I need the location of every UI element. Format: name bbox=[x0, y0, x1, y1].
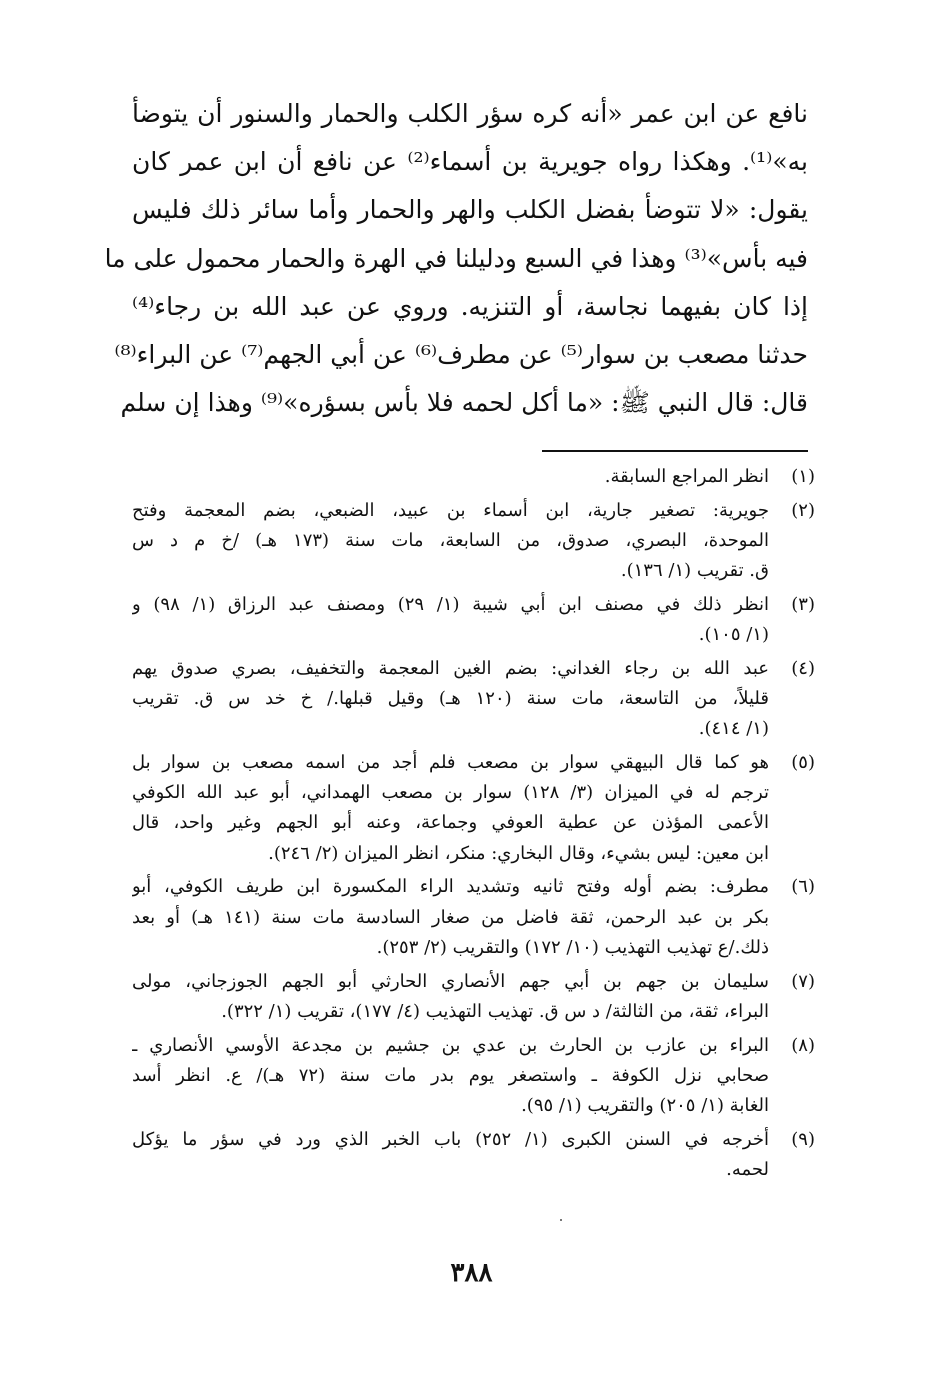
footnote-2 bbox=[132, 496, 815, 587]
footnote-line: البراء بن عازب بن الحارث بن عدي بن جشيم بن مجدعة الأوسي الأنصاري ـ bbox=[132, 1034, 769, 1056]
footnote-line: انظر المراجع السابقة. bbox=[604, 466, 769, 487]
main-text-block bbox=[104, 90, 808, 427]
footnote-number: (٣) bbox=[791, 593, 815, 615]
footnote-line: ق. تقريب (١/ ١٣٦). bbox=[620, 560, 769, 582]
footnote-line: (١/ ٤١٤). bbox=[698, 718, 769, 740]
footnote-body bbox=[132, 967, 769, 1027]
footnotes-section bbox=[132, 462, 815, 1189]
footnote-line: لحمه. bbox=[726, 1158, 769, 1180]
footnote-line: سليمان بن جهم بن أبي جهم الأنصاري الحارثي أبو الجهم الجوزجاني، مولى bbox=[132, 970, 769, 992]
footnote-number: (٧) bbox=[791, 970, 815, 992]
footnote-7 bbox=[132, 967, 815, 1027]
footnote-body bbox=[132, 1125, 769, 1185]
footnote-4 bbox=[132, 654, 815, 745]
footnote-9 bbox=[132, 1125, 815, 1185]
footnote-number: (٦) bbox=[791, 876, 815, 898]
footnote-body bbox=[132, 590, 769, 650]
main-text-line: به»⁽¹⁾. وهكذا رواه جويرية بن أسماء⁽²⁾ عن نافع أن ابن عمر كان bbox=[132, 147, 808, 177]
footnote-5 bbox=[132, 748, 815, 869]
footnote-body bbox=[132, 748, 769, 869]
footnote-line: الأعمى المؤذن عن عطية العوفي وجماعة، وعنه أبو الجهم وغير واحد، قال bbox=[132, 812, 769, 834]
footnote-line: البراء، ثقة، من الثالثة/ د س ق. تهذيب التهذيب (٤/ ١٧٧)، تقريب (١/ ٣٢٢). bbox=[221, 1000, 769, 1022]
footnote-line: بكر بن عبد الرحمن، ثقة فاضل من صغار السادسة مات سنة (١٤١ هـ) أو بعد bbox=[132, 906, 769, 928]
footnote-line: الموحدة، البصري، صدوق، من السابعة، مات سنة (١٧٣ هـ) /خ م د س bbox=[132, 529, 769, 551]
main-text-line: فيه بأس»⁽³⁾ وهذا في السبع ودليلنا في الهرة والحمار محمول على ما bbox=[104, 243, 808, 273]
main-text-line: حدثنا مصعب بن سوار⁽⁵⁾ عن مطرف⁽⁶⁾ عن أبي الجهم⁽⁷⁾ عن البراء⁽⁸⁾ bbox=[114, 339, 808, 369]
footnote-line: ذلك./ع تهذيب التهذيب (١٠/ ١٧٢) والتقريب (٢/ ٢٥٣). bbox=[376, 936, 769, 958]
footnote-3 bbox=[132, 590, 815, 650]
footnote-line: جويرية: تصغير جارية، ابن أسماء بن عبيد، الضبعي، بضم المعجمة وفتح bbox=[132, 499, 769, 521]
footnote-number: (٤) bbox=[791, 657, 815, 679]
footnote-number: (٩) bbox=[791, 1128, 815, 1150]
footnote-line: أخرجه في السنن الكبرى (١/ ٢٥٢) باب الخبر الذي ورد في سؤر ما يؤكل bbox=[132, 1128, 769, 1150]
footnote-line: (١/ ١٠٥). bbox=[698, 624, 769, 646]
footnote-line: صحابي نزل الكوفة ـ واستصغر يوم بدر مات سنة (٧٢ هـ)/ ع. انظر أسد bbox=[132, 1064, 769, 1086]
footnote-line: هو كما قال البيهقي سوار بن مصعب فلم أجد من اسمه مصعب بن سوار بل bbox=[132, 752, 769, 774]
footnote-body bbox=[132, 496, 769, 587]
footnote-body bbox=[132, 462, 769, 492]
main-text-line: نافع عن ابن عمر «أنه كره سؤر الكلب والحمار والسنور أن يتوضأ bbox=[132, 99, 808, 128]
footnote-line: قليلاً، من التاسعة، مات سنة (١٢٠ هـ) وقيل قبلها./ خ خد س ق. تقريب bbox=[132, 688, 769, 710]
footnote-line: مطرف: بضم أوله وفتح ثانيه وتشديد الراء المكسورة ابن طريف الكوفي، أبو bbox=[132, 876, 769, 898]
footnote-number: (٨) bbox=[791, 1034, 815, 1056]
footnote-body bbox=[132, 872, 769, 963]
footnote-number: (١) bbox=[791, 466, 815, 487]
footnote-line: ابن معين: ليس بشيء، وقال البخاري: منكر، انظر الميزان (٢/ ٢٤٦). bbox=[268, 842, 769, 864]
footnote-6 bbox=[132, 872, 815, 963]
footnote-number: (٥) bbox=[791, 752, 815, 774]
footnote-line: ترجم له في الميزان (٣/ ١٢٨) سوار بن مصعب الهمداني، أبو عبد الله الكوفي bbox=[132, 782, 769, 804]
footnote-line: عبد الله بن رجاء الغداني: بضم الغين المعجمة والتخفيف، بصري صدوق يهم bbox=[132, 657, 769, 679]
footnote-line: انظر ذلك في مصنف ابن أبي شيبة (١/ ٢٩) ومصنف عبد الرزاق (١/ ٩٨) و bbox=[132, 593, 769, 615]
main-text-line: يقول: «لا تتوضأ بفضل الكلب والهر والحمار وأما سائر ذلك فليس bbox=[132, 195, 808, 225]
footnote-separator bbox=[542, 450, 808, 452]
scan-speck bbox=[560, 1219, 562, 1221]
main-text-line: قال: قال النبي ﷺ: «ما أكل لحمه فلا بأس بسؤره»⁽⁹⁾ وهذا إن سلم bbox=[120, 388, 808, 418]
footnote-8 bbox=[132, 1031, 815, 1122]
footnote-line: الغابة (١/ ٢٠٥) والتقريب (١/ ٩٥). bbox=[521, 1094, 769, 1116]
footnote-number: (٢) bbox=[791, 499, 815, 521]
footnote-body bbox=[132, 1031, 769, 1122]
main-text-line: إذا كان بفيهما نجاسة، أو التنزيه. وروي عن عبد الله بن رجاء⁽⁴⁾ bbox=[132, 291, 808, 321]
footnote-body bbox=[132, 654, 769, 745]
footnote-1 bbox=[132, 462, 815, 492]
page-number: ٣٨٨ bbox=[450, 1258, 493, 1288]
